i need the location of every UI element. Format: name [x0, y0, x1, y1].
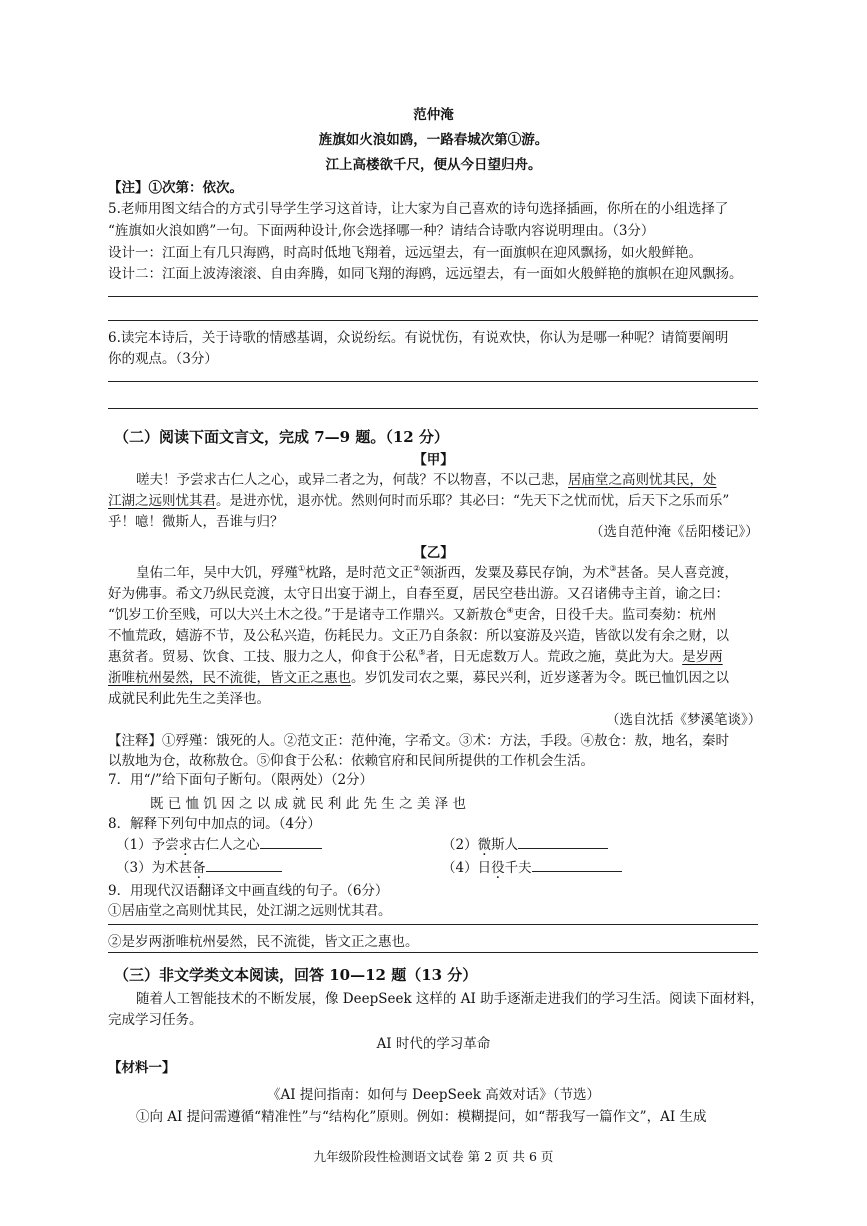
notes-line-1: 【注释】①殍殣：饿死的人。②范文正：范仲淹，字希文。③术：方法，手段。④敖仓：敖，地名，秦时: [108, 733, 729, 749]
answer-line: [108, 320, 758, 321]
answer-line: [108, 952, 758, 953]
notes-line-2: 以敖地为仓，故称敖仓。⑤仰食于公私：依赖官府和民间所提供的工作机会生活。: [108, 753, 594, 769]
q5-design-1: 设计一：江面上有几只海鸥，时高时低地飞翔着，远远望去，有一面旗帜在迎风飘扬，如火般鲜艳。: [108, 245, 702, 261]
q6-line-1: 6.读完本诗后，关于诗歌的情感基调，众说纷纭。有说忧伤，有说欢快，你认为是哪一种呢？请简要阐明: [108, 330, 729, 346]
q9-sentence-2: ②是岁两浙唯杭州晏然，民不流徙，皆文正之惠也。: [108, 934, 419, 950]
yi-line-1: 皇佑二年，吴中大饥，殍殣①枕路，是时范文正②领浙西，发粟及募民存饷，为术③甚备。吴人喜竞渡，: [136, 564, 739, 581]
section-2-heading: （二）阅读下面文言文，完成 7—9 题。（12 分）: [114, 428, 449, 446]
section-3-intro-1: 随着人工智能技术的不断发展，像 DeepSeek 这样的 AI 助手逐渐走进我们的学习生活。阅读下面材料，: [136, 991, 764, 1007]
poem-note: 【注】①次第：依次。: [108, 180, 243, 196]
paragraph-1: ①向 AI 提问需遵循“精准性”与“结构化”原则。例如：模糊提问，如“帮我写一篇作文”，AI 生成: [136, 1109, 707, 1125]
answer-line: [108, 381, 758, 382]
q5-line-2: “旌旗如火浪如鸥”一句。下面两种设计,你会选择哪一种？请结合诗歌内容说明理由。（3分）: [108, 223, 655, 239]
q9-prompt: 9．用现代汉语翻译文中画直线的句子。（6分）: [108, 883, 389, 899]
yi-source: （选自沈括《梦溪笔谈》）: [606, 712, 762, 728]
answer-blank[interactable]: [260, 834, 322, 849]
q8-item-1: （1）予尝求古仁人之心: [116, 833, 322, 853]
source-title: 《AI 提问指南：如何与 DeepSeek 高效对话》（节选）: [266, 1087, 601, 1103]
answer-blank[interactable]: [518, 834, 608, 849]
q7-prompt: 7．用“/”给下面句子断句。（限两处）（2分）: [108, 772, 374, 788]
jia-line-3: 乎！噫！微斯人，吾谁与归？: [108, 514, 284, 530]
answer-line: [108, 408, 758, 409]
q7-sentence: 既 已 恤 饥 因 之 以 成 就 民 利 此 先 生 之 美 泽 也: [150, 796, 466, 812]
yi-line-2: 好为佛事。希文乃纵民竞渡，太守日出宴于湖上，自春至夏，居民空巷出游。又召诸佛寺主首，谕之曰：: [108, 586, 729, 602]
yi-line-5: 惠贫者。贸易、饮食、工技、服力之人，仰食于公私⑤者，日无虑数万人。荒政之施，莫此为大。是岁两: [108, 648, 723, 665]
section-3-intro-2: 完成学习任务。: [108, 1012, 203, 1028]
jia-line-1: 嗟夫！予尝求古仁人之心，或异二者之为，何哉？不以物喜，不以己悲，居庙堂之高则忧其民，处: [136, 472, 717, 488]
section-3-heading: （三）非文学类文本阅读，回答 10—12 题（13 分）: [114, 966, 478, 984]
q5-line-1: 5.老师用图文结合的方式引导学生学习这首诗，让大家为自己喜欢的诗句选择插画，你所在的小组选择了: [108, 201, 729, 217]
q8-prompt: 8．解释下列句中加点的词。（4分）: [108, 816, 321, 832]
answer-blank[interactable]: [532, 857, 622, 872]
yi-label: 【乙】: [413, 545, 454, 561]
poem-line-2: 江上高楼欲千尺，便从今日望归舟。: [325, 157, 542, 173]
yi-line-6: 浙唯杭州晏然，民不流徙，皆文正之惠也。岁饥发司农之粟，募民兴利，近岁遂著为令。既已恤饥因之以: [108, 670, 729, 686]
material-label: 【材料一】: [108, 1060, 176, 1076]
answer-line: [108, 924, 758, 925]
answer-blank[interactable]: [206, 857, 282, 872]
q8-item-4: （4）日役千夫: [442, 856, 622, 876]
q5-design-2: 设计二：江面上波涛滚滚、自由奔腾，如同飞翔的海鸥，远远望去，有一面如火般鲜艳的旗帜在迎风飘扬。: [108, 266, 743, 282]
answer-line: [108, 296, 758, 297]
poem-line-1: 旌旗如火浪如鸥，一路春城次第①游。: [318, 132, 549, 148]
jia-label: 【甲】: [413, 452, 454, 468]
poem-author: 范仲淹: [413, 107, 454, 123]
yi-line-7: 成就民利此先生之美泽也。: [108, 691, 270, 707]
jia-line-2: 江湖之远则忧其君。是进亦忧，退亦忧。然则何时而乐耶？其必曰：“先天下之忧而忧，后天下之乐而乐”: [108, 493, 730, 509]
q8-item-2: （2）微斯人: [442, 833, 608, 853]
yi-line-4: 不恤荒政，嬉游不节，及公私兴造，伤耗民力。文正乃自条叙：所以宴游及兴造，皆欲以发有余之财，以: [108, 628, 729, 644]
yi-line-3: “饥岁工价至贱，可以大兴土木之役。”于是诸寺工作鼎兴。又新敖仓④吏舍，日役千夫。监司奏劾：杭州: [108, 606, 717, 623]
article-title: AI 时代的学习革命: [376, 1036, 491, 1052]
q6-line-2: 你的观点。（3分）: [108, 351, 218, 367]
q9-sentence-1: ①居庙堂之高则忧其民，处江湖之远则忧其君。: [108, 903, 392, 919]
q8-item-3: （3）为术甚备: [116, 856, 282, 876]
page-footer: 九年级阶段性检测语文试卷 第 2 页 共 6 页: [313, 1149, 554, 1164]
jia-source: （选自范仲淹《岳阳楼记》）: [590, 524, 759, 540]
